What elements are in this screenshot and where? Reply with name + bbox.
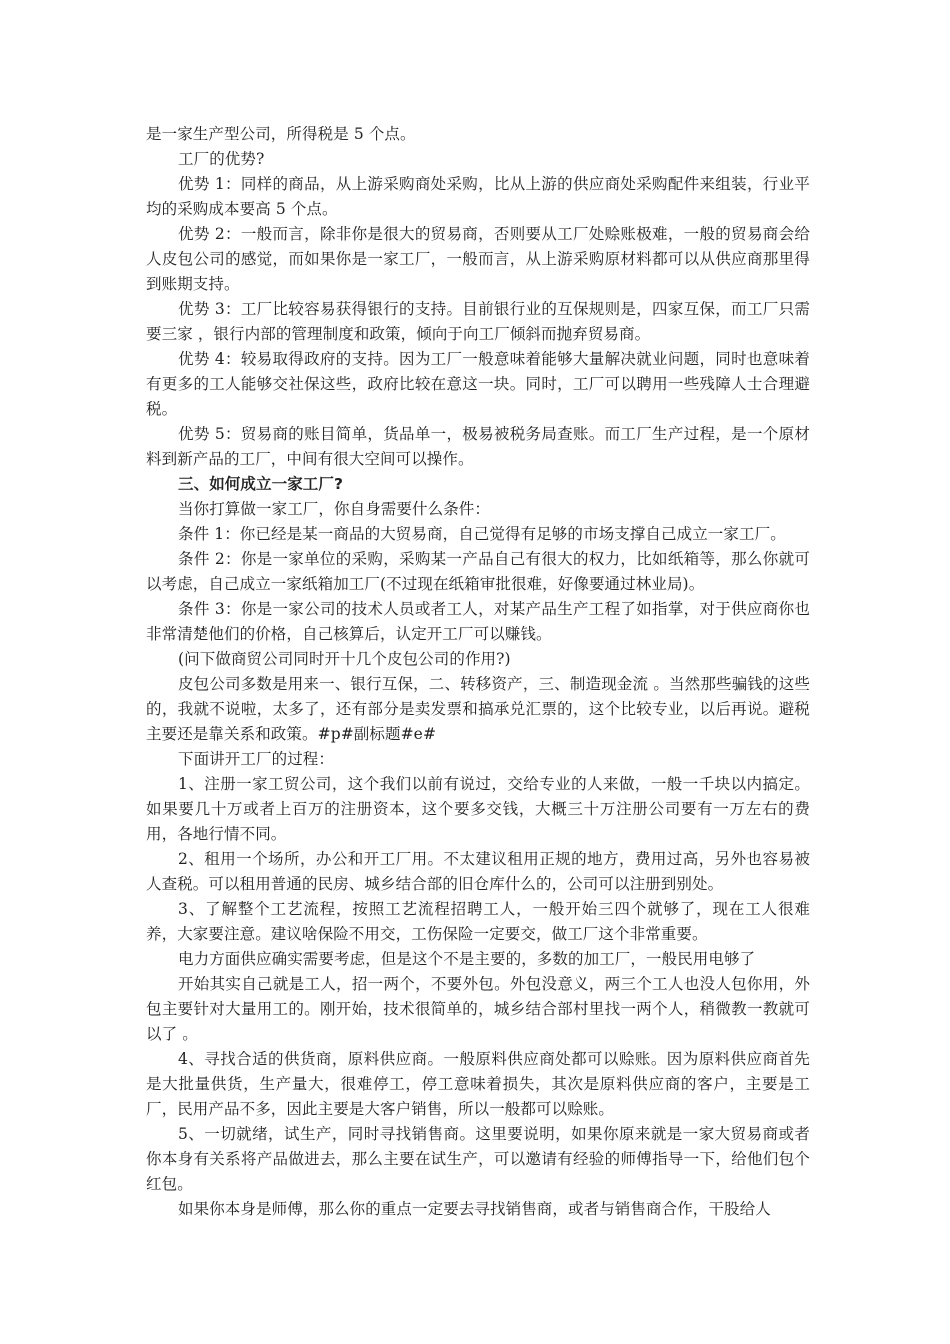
paragraph: 皮包公司多数是用来一、银行互保，二、转移资产，三、制造现金流 。当然那些骗钱的这些的，我就不说啦，太多了，还有部分是卖发票和搞承兑汇票的，这个比较专业，以后再说。避税主要还是靠关系和政策。#p#副标题#e# — [146, 675, 810, 743]
paragraph: 优势 4：较易取得政府的支持。因为工厂一般意味着能够大量解决就业问题，同时也意味着有更多的工人能够交社保这些，政府比较在意这一块。同时，工厂可以聘用一些残障人士合理避税。 — [146, 350, 810, 418]
paragraph: (问下做商贸公司同时开十几个皮包公司的作用?) — [178, 650, 511, 668]
paragraph: 是一家生产型公司，所得税是 5 个点。 — [146, 125, 416, 143]
paragraph: 条件 3：你是一家公司的技术人员或者工人，对某产品生产工程了如指掌，对于供应商你也非常清楚他们的价格，自己核算后，认定开工厂可以赚钱。 — [146, 600, 810, 643]
paragraph: 开始其实自己就是工人，招一两个，不要外包。外包没意义，两三个工人也没人包你用，外包主要针对大量用工的。刚开始，技术很简单的，城乡结合部村里找一两个人，稍微教一教就可以了 。 — [146, 975, 810, 1043]
paragraph: 当你打算做一家工厂，你自身需要什么条件： — [178, 500, 491, 518]
section-heading: 三、如何成立一家工厂? — [178, 475, 344, 493]
paragraph: 优势 1：同样的商品，从上游采购商处采购，比从上游的供应商处采购配件来组装，行业平均的采购成本要高 5 个点。 — [146, 175, 810, 218]
paragraph: 工厂的优势? — [178, 150, 265, 168]
paragraph: 下面讲开工厂的过程： — [178, 750, 335, 768]
paragraph: 4、寻找合适的供货商，原料供应商。一般原料供应商处都可以赊账。因为原料供应商首先是大批量供货，生产量大，很难停工，停工意味着损失，其次是原料供应商的客户，主要是工厂，民用产品不多，因此主要是大客户销售，所以一般都可以赊账。 — [146, 1050, 810, 1118]
paragraph: 优势 5：贸易商的账目简单，货品单一，极易被税务局查账。而工厂生产过程，是一个原材料到新产品的工厂，中间有很大空间可以操作。 — [146, 425, 810, 468]
paragraph: 条件 2：你是一家单位的采购，采购某一产品自己有很大的权力，比如纸箱等，那么你就可以考虑，自己成立一家纸箱加工厂(不过现在纸箱审批很难，好像要通过林业局)。 — [146, 550, 810, 593]
paragraph: 优势 3：工厂比较容易获得银行的支持。目前银行业的互保规则是，四家互保，而工厂只需要三家 ，银行内部的管理制度和政策，倾向于向工厂倾斜而抛弃贸易商。 — [146, 300, 810, 343]
document-body — [146, 122, 810, 1222]
paragraph: 5、一切就绪，试生产，同时寻找销售商。这里要说明，如果你原来就是一家大贸易商或者你本身有关系将产品做进去，那么主要在试生产，可以邀请有经验的师傅指导一下，给他们包个红包。 — [146, 1125, 810, 1193]
paragraph: 1、注册一家工贸公司，这个我们以前有说过，交给专业的人来做，一般一千块以内搞定。如果要几十万或者上百万的注册资本，这个要多交钱，大概三十万注册公司要有一万左右的费用，各地行情不同。 — [146, 775, 810, 843]
paragraph: 条件 1：你已经是某一商品的大贸易商，自己觉得有足够的市场支撑自己成立一家工厂。 — [178, 525, 786, 543]
paragraph: 优势 2：一般而言，除非你是很大的贸易商，否则要从工厂处赊账极难，一般的贸易商会给人皮包公司的感觉，而如果你是一家工厂，一般而言，从上游采购原材料都可以从供应商那里得到账期支持。 — [146, 225, 810, 293]
paragraph: 3、了解整个工艺流程，按照工艺流程招聘工人，一般开始三四个就够了，现在工人很难养，大家要注意。建议啥保险不用交，工伤保险一定要交，做工厂这个非常重要。 — [146, 900, 810, 943]
paragraph: 电力方面供应确实需要考虑，但是这个不是主要的，多数的加工厂，一般民用电够了 — [178, 950, 756, 968]
paragraph: 如果你本身是师傅，那么你的重点一定要去寻找销售商，或者与销售商合作，干股给人 — [178, 1200, 771, 1218]
paragraph: 2、租用一个场所，办公和开工厂用。不太建议租用正规的地方，费用过高，另外也容易被人查税。可以租用普通的民房、城乡结合部的旧仓库什么的，公司可以注册到别处。 — [146, 850, 810, 893]
